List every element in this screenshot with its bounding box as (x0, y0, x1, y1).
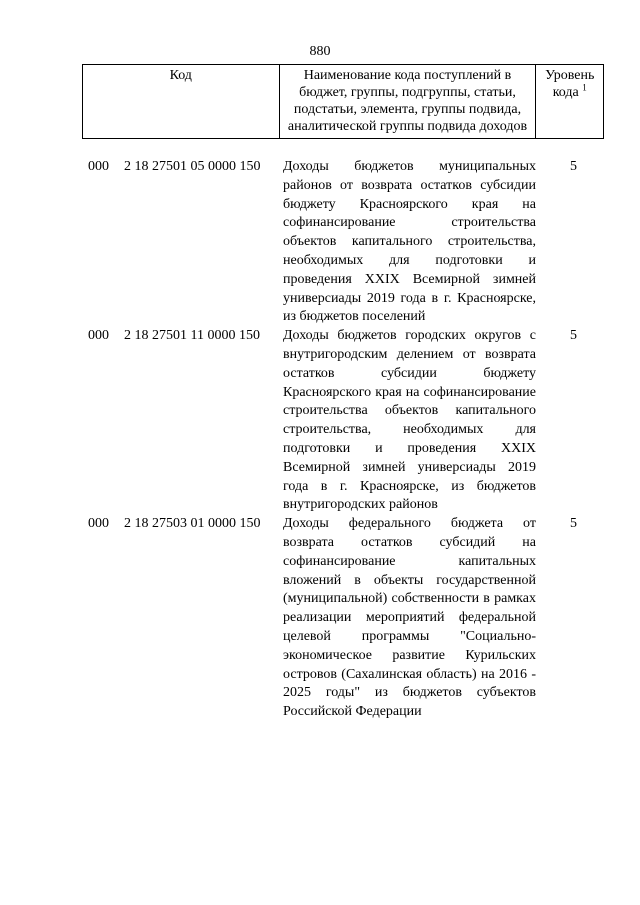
income-name: Доходы бюджетов городских округов с внутригородским делением от возврата остатков субсидии бюджету Красноярского края на софинансирование строительства объектов капитального строительства, необходимых для подготовки и проведения XXIX Всемирной зимней универсиады 2019 года в г. Красноярске, из бюджетов внутригородских районов (283, 328, 536, 513)
table-row (82, 327, 604, 515)
header-code: Код (83, 65, 280, 139)
admin-code: 000 (88, 328, 109, 344)
header-level (536, 65, 604, 139)
header-level-line1: Уровень (545, 68, 595, 83)
code-level: 5 (570, 516, 577, 532)
income-name: Доходы бюджетов муниципальных районов от возврата остатков субсидии бюджету Красноярского края на софинансирование строительства объектов капитального строительства, необходимых для подготовки и проведения XXIX Всемирной зимней универсиады 2019 года в г. Красноярске, из бюджетов поселений (283, 159, 536, 325)
table-row (82, 515, 604, 722)
page-number: 880 (309, 44, 331, 59)
income-code: 2 18 27503 01 0000 150 (124, 516, 261, 532)
code-level: 5 (570, 159, 577, 174)
code-level: 5 (570, 328, 577, 344)
admin-code: 000 (88, 159, 109, 174)
header-level-footnote: 1 (582, 82, 587, 93)
income-name: Доходы федерального бюджета от возврата остатков субсидий на софинансирование капитальных вложений в объекты государственной (муниципальной) собственности в рамках реализации мероприятий федеральной целевой программы "Социально-экономическое развитие Курильских островов (Сахалинская область) на 2016 - 2025 годы" из бюджетов субъектов Российской Федерации (283, 516, 536, 720)
table-header (82, 64, 604, 139)
table-body (82, 158, 604, 722)
header-name: Наименование кода поступлений в бюджет, группы, подгруппы, статьи, подстатьи, элемента, группы подвида, аналитической группы подвида доходов (279, 65, 536, 139)
income-code: 2 18 27501 11 0000 150 (124, 328, 260, 344)
admin-code: 000 (88, 516, 109, 532)
income-code: 2 18 27501 05 0000 150 (124, 159, 261, 174)
table-row (82, 158, 604, 327)
header-level-line2: кода (552, 85, 579, 100)
